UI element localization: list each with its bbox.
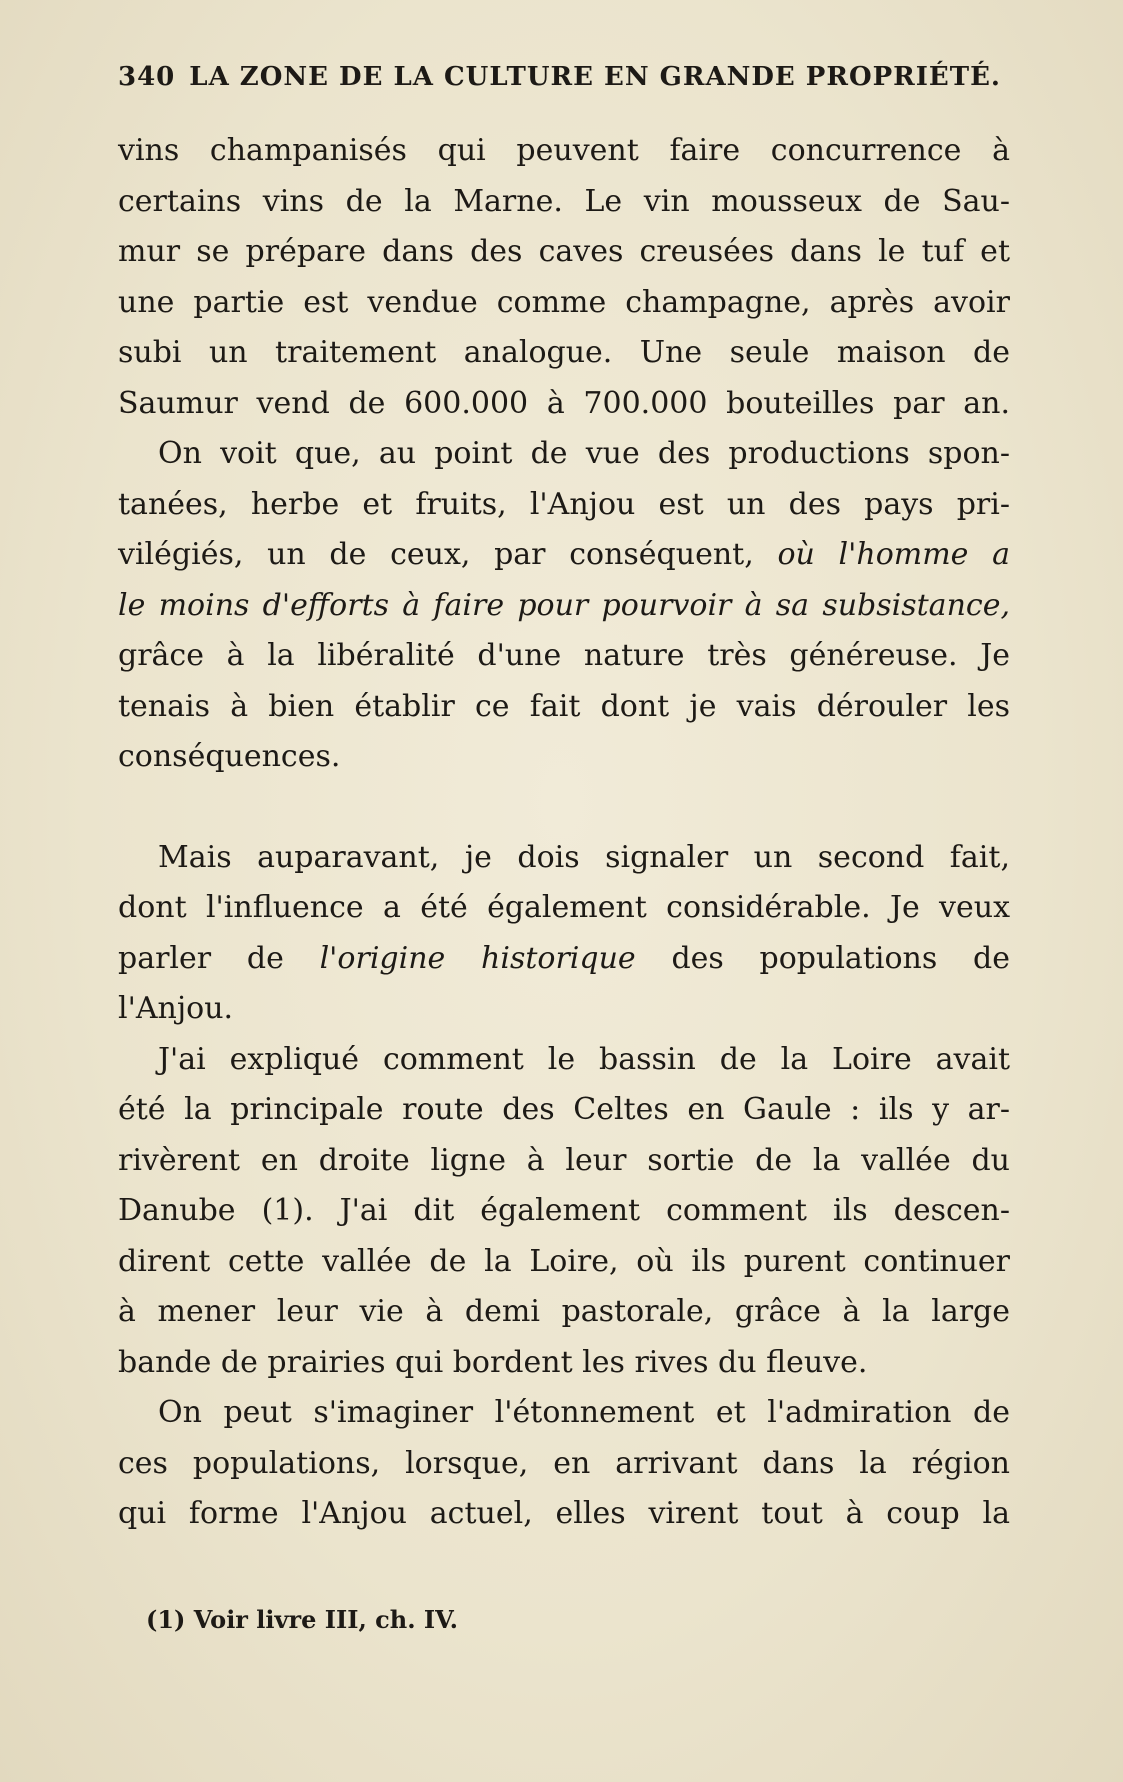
text-span: des populations de <box>671 940 1010 976</box>
text-line: mur se prépare dans des caves creusées dans le tuf et <box>118 234 1010 269</box>
body-text <box>118 126 1010 1540</box>
text-line: dont l'influence a été également considérable. Je veux <box>118 890 1010 925</box>
text-line: ces populations, lorsque, en arrivant dans la région <box>118 1445 1010 1481</box>
text-line: qui forme l'Anjou actuel, elles virent tout à coup la <box>118 1496 1010 1531</box>
italic-span: où l'homme a <box>777 537 1010 572</box>
text-span: vilégiés, un de ceux, par conséquent, <box>118 537 754 572</box>
text-line: rivèrent en droite ligne à leur sortie de la vallée du <box>118 1142 1010 1178</box>
text-line: l'Anjou. <box>118 991 234 1026</box>
text-line: bande de prairies qui bordent les rives du fleuve. <box>118 1344 868 1380</box>
page-number: 340 <box>118 62 176 92</box>
text-line: grâce à la libéralité d'une nature très généreuse. Je <box>118 638 1010 673</box>
running-header <box>118 62 1001 92</box>
running-title: LA ZONE DE LA CULTURE EN GRANDE PROPRIÉTÉ. <box>189 62 1001 92</box>
text-line: On voit que, au point de vue des productions spon- <box>158 436 1010 471</box>
text-line: conséquences. <box>118 739 341 774</box>
text-line: tenais à bien établir ce fait dont je vais dérouler les <box>118 688 1010 724</box>
text-line: dirent cette vallée de la Loire, où ils purent continuer <box>118 1243 1010 1279</box>
text-line: été la principale route des Celtes en Gaule : ils y ar- <box>118 1092 1010 1127</box>
italic-span: l'origine historique <box>319 940 636 976</box>
section-gap <box>118 783 1010 833</box>
text-line: vins champanisés qui peuvent faire concurrence à <box>118 133 1010 168</box>
text-span: parler de <box>118 940 284 976</box>
text-line <box>118 581 1010 632</box>
text-line <box>118 934 1010 985</box>
text-line: J'ai expliqué comment le bassin de la Loire avait <box>158 1041 1010 1077</box>
text-line <box>118 530 1010 581</box>
text-line: une partie est vendue comme champagne, après avoir <box>118 284 1010 320</box>
text-line: Mais auparavant, je dois signaler un second fait, <box>158 839 1010 875</box>
text-line: subi un traitement analogue. Une seule maison de <box>118 335 1010 370</box>
text-line: tanées, herbe et fruits, l'Anjou est un des pays pri- <box>118 486 1010 522</box>
text-line: certains vins de la Marne. Le vin mousseux de Sau- <box>118 183 1010 219</box>
text-line: Saumur vend de 600.000 à 700.000 bouteilles par an. <box>118 385 1010 421</box>
italic-span: le moins d'efforts à faire pour pourvoir à sa subsistance, <box>118 587 1010 623</box>
footnote: (1) Voir livre III, ch. IV. <box>146 1605 458 1634</box>
text-line: Danube (1). J'ai dit également comment ils descen- <box>118 1193 1010 1228</box>
text-line: On peut s'imaginer l'étonnement et l'admiration de <box>158 1395 1010 1430</box>
text-line: à mener leur vie à demi pastorale, grâce à la large <box>118 1294 1010 1329</box>
